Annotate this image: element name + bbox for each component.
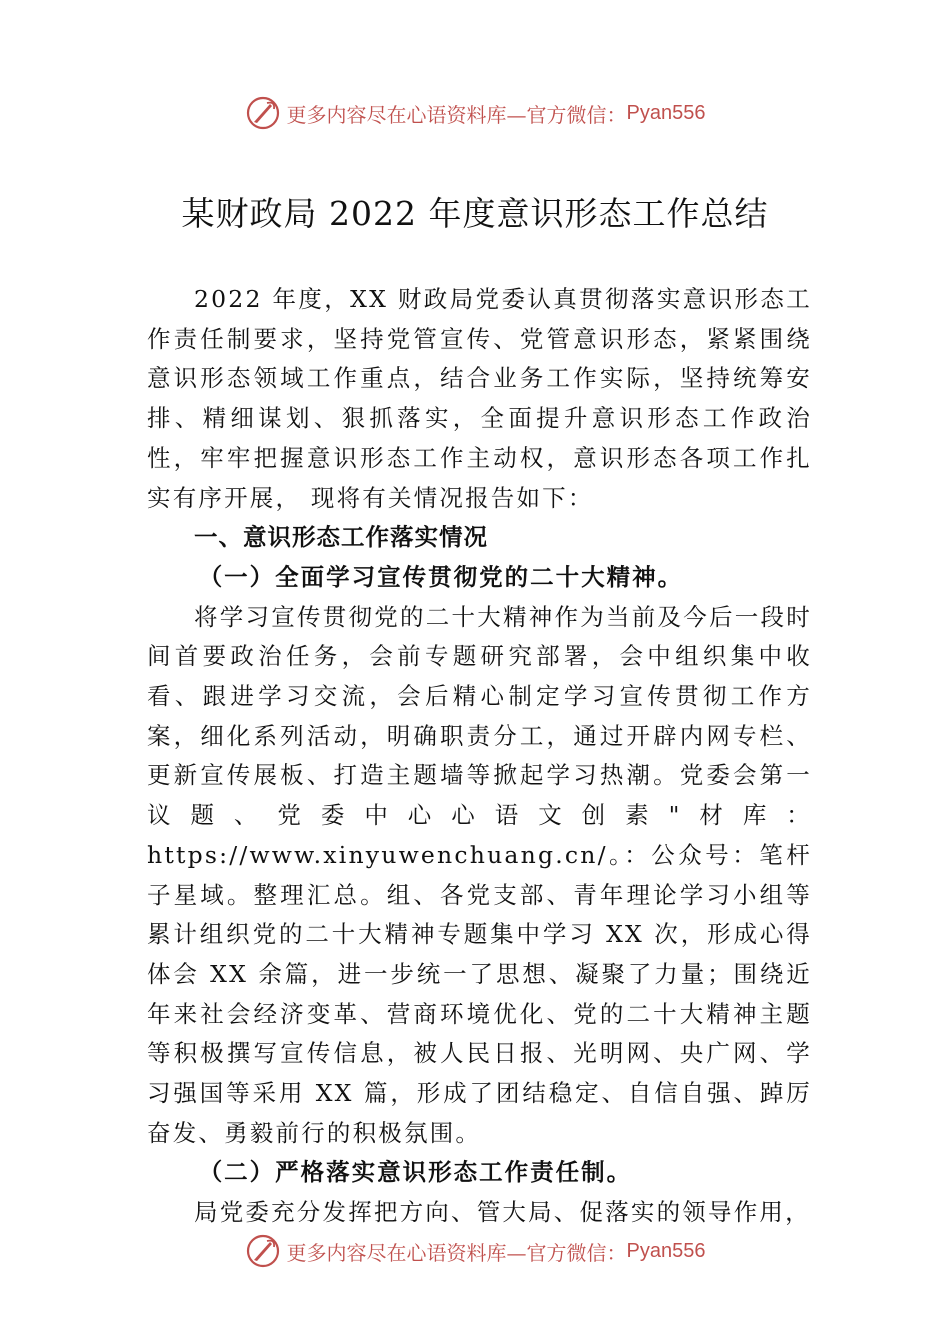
section-heading-1: 一、意识形态工作落实情况 <box>194 523 488 552</box>
quill-logo-icon <box>245 95 281 131</box>
document-title: 某财政局 2022 年度意识形态工作总结 <box>181 194 769 233</box>
banner-text: 更多内容尽在心语资料库—官方微信： <box>286 102 627 127</box>
banner-wechat-id: Pyan556 <box>626 101 706 124</box>
subsection-2-paragraph: 局党委充分发挥把方向、管大局、促落实的领导作用， <box>194 1198 811 1227</box>
footer-banner <box>0 1233 950 1269</box>
quill-logo-icon <box>245 1233 281 1269</box>
subsection-1-paragraph: 将学习宣传贯彻党的二十大精神作为当前及今后一段时间首要政治任务，会前专题研究部署，会中组织集中收看、跟进学习交流，会后精心制定学习宣传贯彻工作方案，细化系列活动，明确职责分工，通过开辟内网专栏、更新宣传展板、打造主题墙等掀起学习热潮。党委会第一议题、党委中心心语文创素"材库：https://www.xinyuwenchuang.cn/。：公众号：笔杆子星域。整理汇总。组、各党支部、青年理论学习小组等累计组织党的二十大精神专题集中学习 XX 次，形成心得体会 XX 余篇，进一步统一了思想、凝聚了力量；围绕近年来社会经济变革、营商环境优化、党的二十大精神主题等积极撰写宣传信息，被人民日报、光明网、央广网、学习强国等采用 XX 篇，形成了团结稳定、自信自强、踔厉奋发、勇毅前行的积极氛围。 <box>147 602 812 1147</box>
intro-paragraph: 2022 年度，XX 财政局党委认真贯彻落实意识形态工作责任制要求，坚持党管宣传、党管意识形态，紧紧围绕意识形态领域工作重点，结合业务工作实际，坚持统筹安排、精细谋划、狠抓落实，全面提升意识形态工作政治性，牢牢把握意识形态工作主动权，意识形态各项工作扎实有序开展， 现将有关情况报告如下： <box>147 285 812 512</box>
banner-wechat-id: Pyan556 <box>626 1239 706 1262</box>
subsection-heading-2: （二）严格落实意识形态工作责任制。 <box>198 1158 633 1187</box>
header-banner <box>0 95 950 131</box>
banner-text: 更多内容尽在心语资料库—官方微信： <box>286 1240 627 1265</box>
subsection-heading-1: （一）全面学习宣传贯彻党的二十大精神。 <box>198 562 684 591</box>
document-body <box>147 280 812 1233</box>
